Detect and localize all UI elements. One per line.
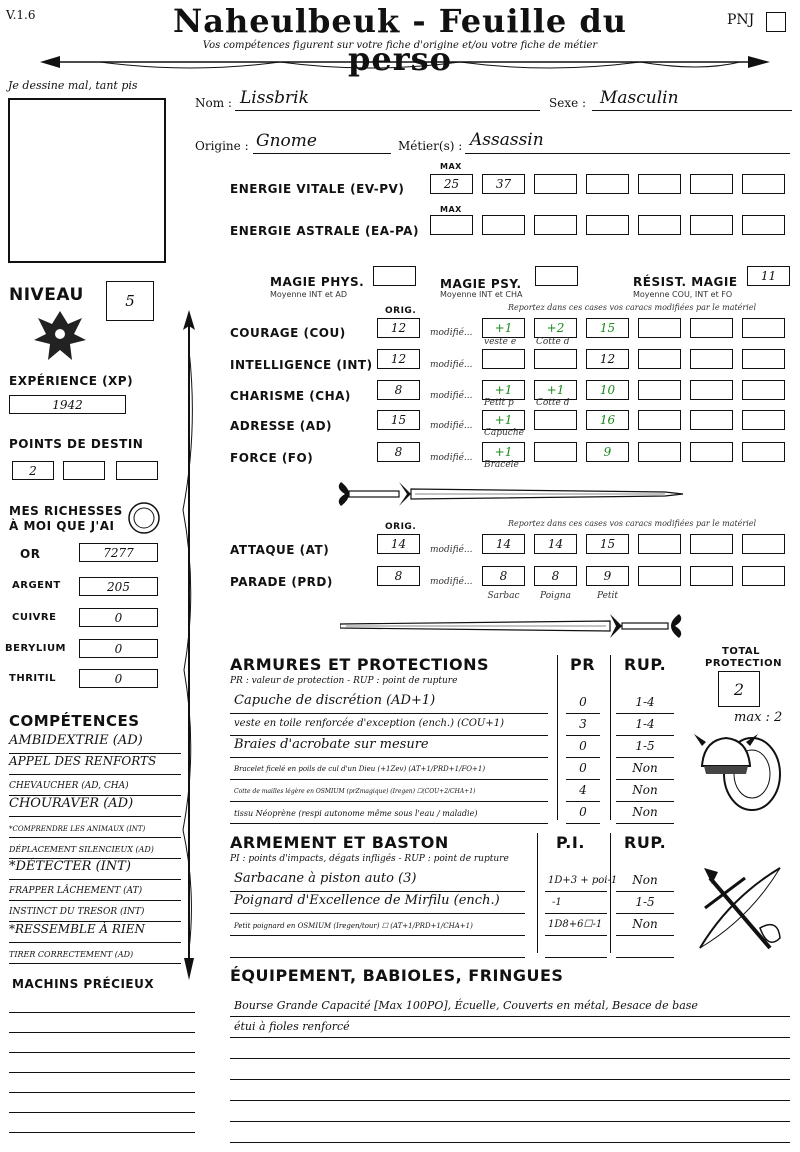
machins-line[interactable] [9, 1112, 195, 1113]
machins-line[interactable] [9, 1032, 195, 1033]
combat-mod-box[interactable]: 8 [482, 566, 525, 586]
portrait-caption: Je dessine mal, tant pis [8, 79, 138, 92]
modif-label: modifié... [430, 453, 473, 463]
pnj-label: PNJ [727, 12, 755, 28]
destin-box-2[interactable] [63, 461, 105, 480]
arme-pi: 1D+3 + poi-1 [548, 875, 618, 886]
carac-label: ADRESSE (AD) [230, 419, 333, 433]
equipement-line[interactable] [230, 1038, 790, 1059]
carac-mod-box[interactable] [690, 380, 733, 400]
arme-row[interactable] [230, 892, 680, 914]
arme-pi: 1D8+6☐-1 [548, 919, 603, 930]
armures-pr-label: PR [570, 655, 596, 674]
thritil-box[interactable]: 0 [79, 669, 158, 688]
arme-row[interactable] [230, 870, 680, 892]
coin-icon [127, 501, 161, 535]
carac-mod-box[interactable] [742, 349, 785, 369]
competence-item[interactable]: *COMPRENDRE LES ANIMAUX (INT) [9, 817, 181, 838]
cuivre-box[interactable]: 0 [79, 608, 158, 627]
carac-mod-box[interactable] [690, 318, 733, 338]
machins-line[interactable] [9, 1092, 195, 1093]
ev-max-box[interactable]: 25 [430, 174, 473, 194]
ev-box-5[interactable] [638, 174, 681, 194]
armement-pi-label: P.I. [556, 833, 585, 852]
arme-name: Petit poignard en OSMIUM (Iregen/tour) ☐ (AT+1/PRD+1/CHA+1) [234, 922, 473, 930]
ev-box-3[interactable] [534, 174, 577, 194]
carac-mod-note: Capuche [484, 428, 524, 438]
combat-mod-box[interactable] [638, 566, 681, 586]
ea-box-6[interactable] [690, 215, 733, 235]
title-spear-ornament [40, 52, 770, 76]
ev-box-6[interactable] [690, 174, 733, 194]
carac-orig-box[interactable]: 12 [377, 349, 420, 369]
carac-mod-box[interactable] [690, 410, 733, 430]
armure-pr: 0 [579, 739, 587, 753]
carac-orig-box[interactable]: 8 [377, 442, 420, 462]
competence-item[interactable]: *DÉTECTER (INT) [9, 859, 181, 880]
armure-row[interactable] [230, 692, 680, 714]
combat-mod-box[interactable] [742, 566, 785, 586]
carac-mod-box[interactable] [742, 318, 785, 338]
berylium-label: BERYLIUM [5, 643, 67, 654]
carac-mod-note: veste e [484, 337, 517, 347]
armure-rup: Non [632, 783, 658, 797]
armement-sub: PI : points d'impacts, dégats infligés - RUP : point de rupture [230, 854, 509, 864]
crossed-weapons-icon [690, 858, 790, 958]
competence-item[interactable]: CHOURAVER (AD) [9, 796, 181, 817]
armure-pr: 0 [579, 805, 587, 819]
metier-value[interactable]: Assassin [470, 130, 544, 150]
armure-name: veste en toile renforcée d'exception (ench.) (COU+1) [234, 718, 505, 729]
carac-mod-note: Bracele [484, 460, 519, 470]
combat-label: ATTAQUE (AT) [230, 543, 330, 557]
ea-label: ENERGIE ASTRALE (EA-PA) [230, 224, 419, 238]
niveau-box[interactable]: 5 [106, 281, 154, 321]
carac-mod-box[interactable] [534, 410, 577, 430]
armure-name: Capuche de discrétion (AD+1) [234, 693, 436, 708]
armures-title: ARMURES ET PROTECTIONS [230, 655, 489, 674]
armure-rup: 1-5 [635, 739, 655, 753]
arme-row[interactable] [230, 914, 680, 936]
armure-row[interactable] [230, 780, 680, 802]
carac-orig-box[interactable]: 15 [377, 410, 420, 430]
page-title: Naheulbeuk - Feuille du perso [173, 2, 627, 78]
resist-magie-label: RÉSIST. MAGIE [633, 275, 738, 289]
competence-item[interactable]: CHEVAUCHER (AD, CHA) [9, 775, 181, 796]
combat-orig-box[interactable]: 14 [377, 534, 420, 554]
modif-label: modifié... [430, 545, 473, 555]
origine-label: Origine : [195, 139, 249, 153]
carac-mod-box[interactable]: +1 [482, 318, 525, 338]
armure-name: Bracelet ficelé en poils de cul d'un Dieu (+1Zev) (AT+1/PRD+1/FO+1) [234, 765, 486, 773]
armure-row[interactable] [230, 714, 680, 736]
equipement-line[interactable]: étui à fioles renforcé [230, 1017, 790, 1038]
armement-title: ARMEMENT ET BASTON [230, 833, 449, 852]
armement-list [230, 870, 680, 958]
portrait-frame[interactable] [8, 98, 166, 263]
arme-row[interactable] [230, 936, 680, 958]
destin-box-3[interactable] [116, 461, 158, 480]
carac-mod-box[interactable] [742, 442, 785, 462]
ea-box-5[interactable] [638, 215, 681, 235]
armures-rup-label: RUP. [624, 655, 667, 674]
carac-mod-box[interactable]: 16 [586, 410, 629, 430]
combat-mod-box[interactable]: 14 [482, 534, 525, 554]
sword-ornament [340, 610, 685, 642]
combat-label: PARADE (PRD) [230, 575, 333, 589]
equipement-line[interactable] [230, 1059, 790, 1080]
combat-mod-box[interactable]: 9 [586, 566, 629, 586]
arme-pi: -1 [552, 897, 562, 908]
total-protection-max: max : 2 [734, 710, 783, 725]
armure-rup: Non [632, 761, 658, 775]
combat-table [230, 534, 790, 604]
arme-name: Sarbacane à piston auto (3) [234, 871, 417, 886]
competence-item[interactable]: DÉPLACEMENT SILENCIEUX (AD) [9, 838, 181, 859]
combat-mod-box[interactable]: 15 [586, 534, 629, 554]
niveau-label: NIVEAU [9, 285, 84, 305]
carac-mod-box[interactable] [638, 318, 681, 338]
carac-orig-box[interactable]: 12 [377, 318, 420, 338]
carac-mod-box[interactable] [638, 410, 681, 430]
equipement-title: ÉQUIPEMENT, BABIOLES, FRINGUES [230, 966, 564, 985]
carac-mod-box[interactable] [742, 380, 785, 400]
carac-mod-box[interactable]: 12 [586, 349, 629, 369]
spear-ornament [178, 310, 200, 980]
page-subtitle: Vos compétences figurent sur votre fiche d'origine et/ou votre fiche de métier [202, 40, 598, 51]
competences-label: COMPÉTENCES [9, 712, 140, 730]
argent-box[interactable]: 205 [79, 577, 158, 596]
magie-phys-sub: Moyenne INT et AD [270, 290, 348, 299]
combat-mod-note: Petit [596, 591, 619, 601]
armures-list [230, 692, 680, 824]
armure-pr: 3 [579, 717, 587, 731]
armure-name: Cotte de mailles légère en OSMIUM (prZmagique) (Iregen) ☐(COU+2/CHA+1) [234, 788, 476, 795]
combat-mod-box[interactable] [638, 534, 681, 554]
armure-pr: 4 [579, 783, 587, 797]
magie-psy-sub: Moyenne INT et CHA [440, 290, 523, 299]
combat-mod-note: Sarbac [487, 591, 520, 601]
destin-box-1[interactable]: 2 [12, 461, 54, 480]
carac-label: FORCE (FO) [230, 451, 314, 465]
resist-magie-sub: Moyenne COU, INT et FO [633, 290, 733, 299]
carac-label: COURAGE (COU) [230, 326, 346, 340]
magie-phys-box[interactable] [373, 266, 416, 286]
combat-mod-box[interactable]: 14 [534, 534, 577, 554]
or-box[interactable]: 7277 [79, 543, 158, 562]
carac-orig-box[interactable]: 8 [377, 380, 420, 400]
modif-label: modifié... [430, 577, 473, 587]
argent-label: ARGENT [12, 580, 61, 591]
machins-line[interactable] [9, 1012, 195, 1013]
ev-box-7[interactable] [742, 174, 785, 194]
carac-mod-box[interactable]: +2 [534, 318, 577, 338]
carac-mod-note: Cotte d [536, 398, 570, 408]
carac-mod-box[interactable] [638, 380, 681, 400]
combat-orig-label: ORIG. [385, 522, 417, 532]
combat-mod-box[interactable]: 8 [534, 566, 577, 586]
total-protection-box[interactable]: 2 [718, 671, 760, 707]
modif-label: modifié... [430, 421, 473, 431]
combat-note: Reportez dans ces cases vos caracs modifiées par le matériel [508, 519, 757, 528]
richesses-label-1: MES RICHESSES [9, 504, 123, 518]
competence-item[interactable]: AMBIDEXTRIE (AD) [9, 733, 181, 754]
equipement-line[interactable] [230, 1122, 790, 1143]
combat-orig-box[interactable]: 8 [377, 566, 420, 586]
armement-rup-label: RUP. [624, 833, 667, 852]
equipement-list [230, 996, 790, 1143]
caracs-note: Reportez dans ces cases vos caracs modifiées par le matériel [508, 303, 757, 312]
xp-box[interactable]: 1942 [9, 395, 126, 414]
nom-label: Nom : [195, 96, 232, 110]
richesses-label-2: À MOI QUE J'AI [9, 519, 115, 533]
arme-rup: Non [632, 873, 658, 887]
competence-item[interactable]: FRAPPER LÂCHEMENT (AT) [9, 880, 181, 901]
carac-mod-box[interactable] [638, 349, 681, 369]
carac-label: CHARISME (CHA) [230, 389, 351, 403]
carac-mod-box[interactable]: 10 [586, 380, 629, 400]
sexe-value[interactable]: Masculin [600, 88, 679, 108]
competence-item[interactable]: INSTINCT DU TRESOR (INT) [9, 901, 181, 922]
modif-label: modifié... [430, 360, 473, 370]
carac-mod-box[interactable] [534, 349, 577, 369]
ev-box-4[interactable] [586, 174, 629, 194]
equipement-line[interactable] [230, 1080, 790, 1101]
carac-mod-box[interactable]: +1 [482, 410, 525, 430]
armure-rup: Non [632, 805, 658, 819]
metier-label: Métier(s) : [398, 139, 463, 153]
carac-mod-box[interactable] [690, 442, 733, 462]
combat-mod-box[interactable] [690, 534, 733, 554]
origine-value[interactable]: Gnome [256, 131, 317, 151]
caracs-orig-label: ORIG. [385, 306, 417, 316]
destin-label: POINTS DE DESTIN [9, 437, 144, 451]
sword-ornament [335, 478, 685, 510]
dragon-icon [30, 306, 90, 366]
machins-line[interactable] [9, 1072, 195, 1073]
carac-mod-box[interactable] [534, 442, 577, 462]
armure-name: Braies d'acrobate sur mesure [234, 737, 429, 752]
ea-box-2[interactable] [482, 215, 525, 235]
combat-mod-box[interactable] [690, 566, 733, 586]
carac-mod-box[interactable]: 15 [586, 318, 629, 338]
carac-mod-note: Petit p [484, 398, 514, 408]
or-label: OR [20, 547, 41, 561]
arme-rup: Non [632, 917, 658, 931]
arme-rup: 1-5 [635, 895, 655, 909]
caracs-table [230, 318, 790, 478]
armure-rup: 1-4 [635, 695, 655, 709]
carac-mod-box[interactable] [638, 442, 681, 462]
competences-list [9, 733, 181, 964]
ev-max-label: MAX [440, 162, 462, 171]
competence-item[interactable]: APPEL DES RENFORTS [9, 754, 181, 775]
equipement-line[interactable] [230, 1101, 790, 1122]
modif-label: modifié... [430, 328, 473, 338]
ea-max-box[interactable] [430, 215, 473, 235]
armure-row[interactable] [230, 802, 680, 824]
ev-box-2[interactable]: 37 [482, 174, 525, 194]
total-label-2: PROTECTION [705, 658, 782, 669]
magie-psy-box[interactable] [535, 266, 578, 286]
carac-mod-box[interactable] [690, 349, 733, 369]
armure-row[interactable] [230, 758, 680, 780]
competence-item[interactable]: TIRER CORRECTEMENT (AD) [9, 943, 181, 964]
armures-sub: PR : valeur de protection - RUP : point de rupture [230, 676, 458, 686]
carac-label: INTELLIGENCE (INT) [230, 358, 373, 372]
carac-mod-box[interactable] [482, 349, 525, 369]
arme-name: Poignard d'Excellence de Mirfilu (ench.) [234, 893, 500, 908]
helmet-shield-icon [694, 726, 784, 814]
ea-box-7[interactable] [742, 215, 785, 235]
magie-psy-label: MAGIE PSY. [440, 277, 522, 291]
armure-name: tissu Néoprène (respi autonome même sous l'eau / maladie) [234, 809, 478, 818]
ea-box-4[interactable] [586, 215, 629, 235]
equipement-line[interactable]: Bourse Grande Capacité [Max 100PO], Écuelle, Couverts en métal, Besace de base [230, 996, 790, 1017]
armure-pr: 0 [579, 695, 587, 709]
magie-phys-label: MAGIE PHYS. [270, 275, 365, 289]
armure-row[interactable] [230, 736, 680, 758]
machins-line[interactable] [9, 1132, 195, 1133]
combat-mod-note: Poigna [540, 591, 571, 601]
ea-box-3[interactable] [534, 215, 577, 235]
xp-label: EXPÉRIENCE (XP) [9, 374, 134, 388]
modif-label: modifié... [430, 391, 473, 401]
armure-rup: 1-4 [635, 717, 655, 731]
machins-line[interactable] [9, 1052, 195, 1053]
carac-mod-box[interactable] [742, 410, 785, 430]
carac-mod-box[interactable]: +1 [534, 380, 577, 400]
version-label: V.1.6 [6, 8, 36, 22]
carac-mod-box[interactable]: 9 [586, 442, 629, 462]
resist-magie-box[interactable]: 11 [747, 266, 790, 286]
carac-mod-note: Cotte d [536, 337, 570, 347]
armure-pr: 0 [579, 761, 587, 775]
pnj-checkbox[interactable] [766, 12, 786, 32]
sexe-label: Sexe : [549, 96, 587, 110]
cuivre-label: CUIVRE [12, 612, 57, 623]
ev-label: ENERGIE VITALE (EV-PV) [230, 182, 405, 196]
berylium-box[interactable]: 0 [79, 639, 158, 658]
carac-mod-box[interactable]: +1 [482, 380, 525, 400]
nom-value[interactable]: Lissbrik [240, 88, 309, 108]
carac-mod-box[interactable]: +1 [482, 442, 525, 462]
competence-item[interactable]: *RESSEMBLE À RIEN [9, 922, 181, 943]
thritil-label: THRITIL [9, 673, 57, 684]
ea-max-label: MAX [440, 205, 462, 214]
machins-label: MACHINS PRÉCIEUX [12, 977, 155, 991]
combat-mod-box[interactable] [742, 534, 785, 554]
total-label-1: TOTAL [722, 646, 760, 657]
